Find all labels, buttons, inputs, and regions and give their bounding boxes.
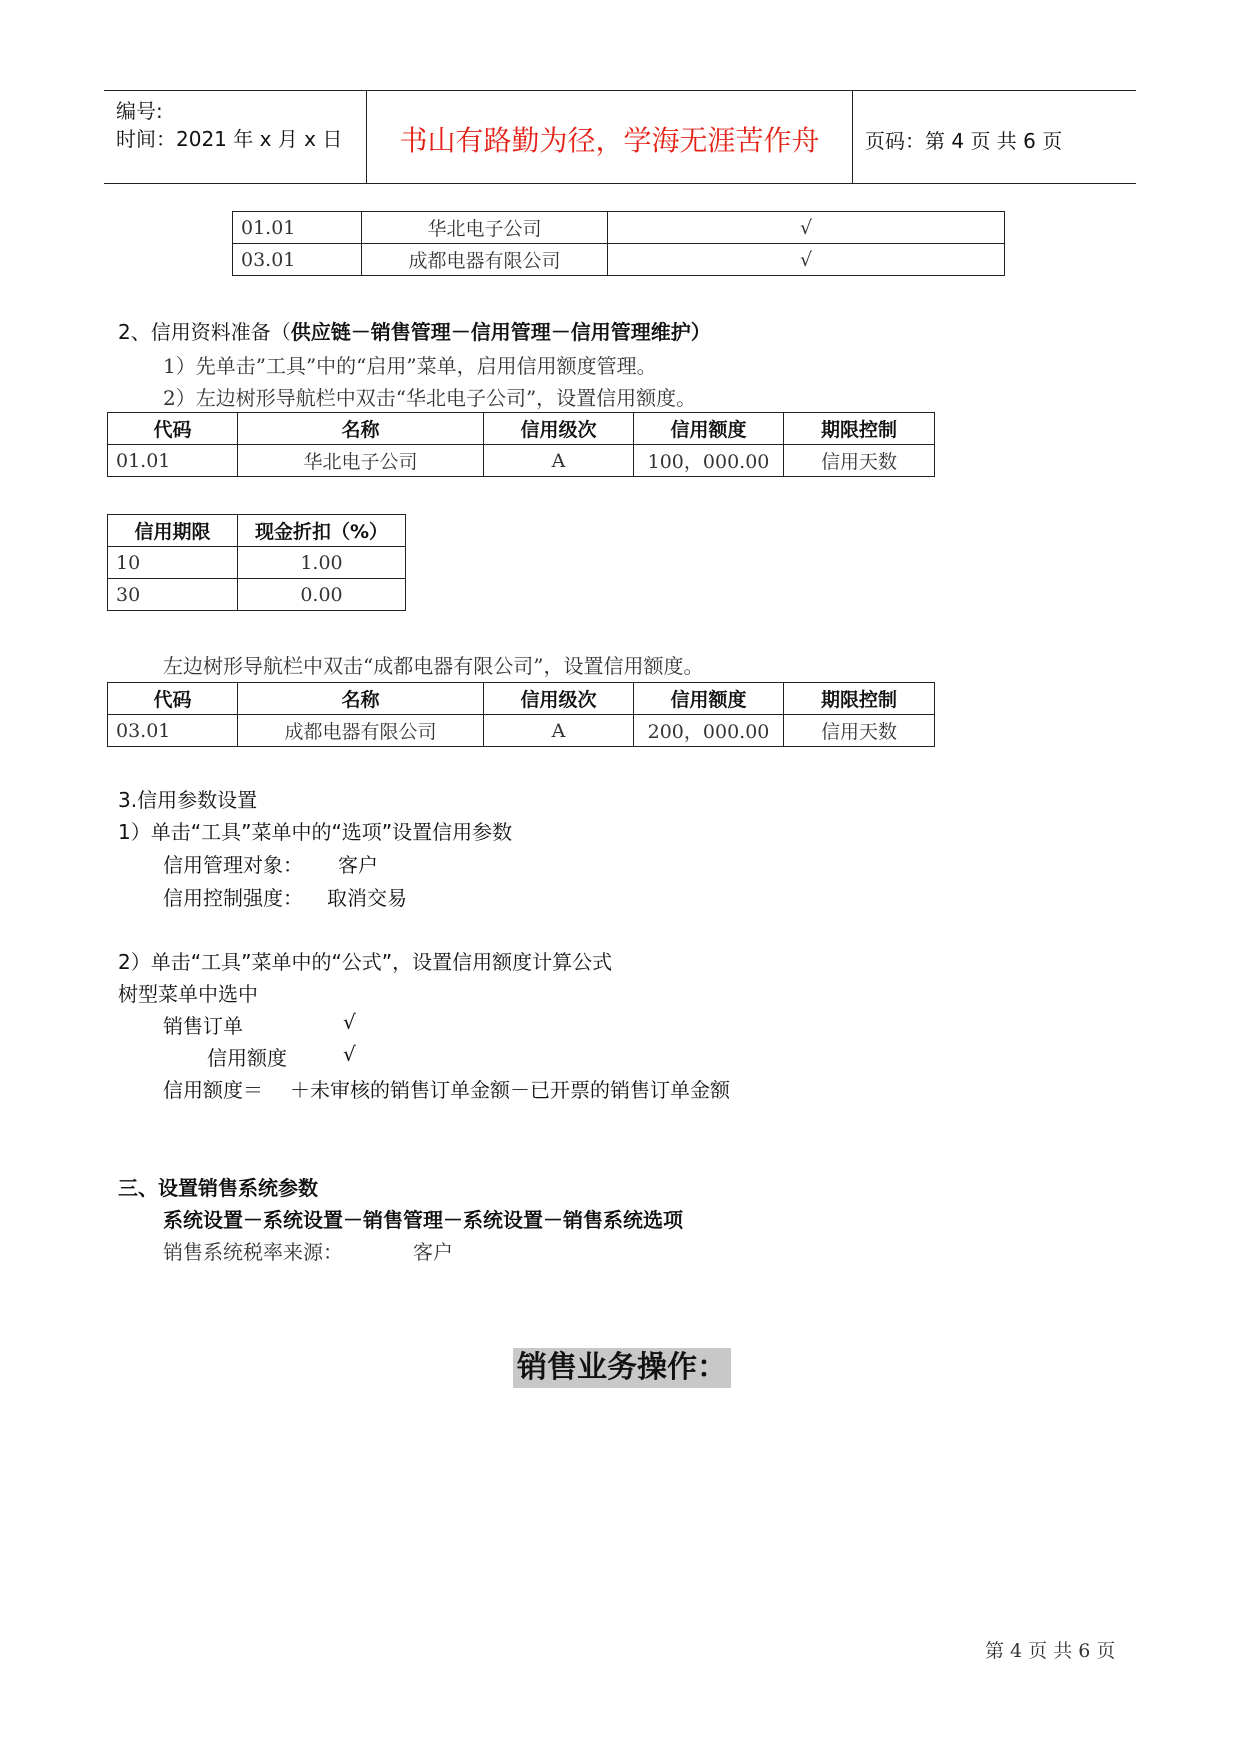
cash-discount-table	[107, 514, 406, 611]
table-cell-rate: 0.00	[238, 579, 406, 611]
credit-table-chengdu	[107, 682, 935, 747]
credit-strength-value: 取消交易	[327, 886, 407, 910]
section3-title: 3.信用参数设置	[118, 788, 258, 812]
table-cell-rate: 1.00	[238, 547, 406, 579]
time-label: 时间：2021 年 x 月 x 日	[116, 127, 343, 151]
sales-operations-heading: 销售业务操作：	[513, 1348, 731, 1388]
header-level: 信用级次	[484, 413, 634, 445]
credit-object-label: 信用管理对象：	[163, 853, 303, 877]
section2-title-path: 供应链－销售管理－信用管理－信用管理维护）	[290, 320, 711, 344]
check-mark-credit-limit: √	[343, 1042, 356, 1066]
section-three-title: 三、设置销售系统参数	[118, 1176, 318, 1200]
tax-source-label: 销售系统税率来源：	[163, 1240, 343, 1264]
table-cell-name: 华北电子公司	[238, 445, 484, 477]
formula-label: 信用额度＝	[163, 1078, 263, 1102]
section2-step2: 2）左边树形导航栏中双击“华北电子公司”，设置信用额度。	[163, 386, 697, 410]
check-mark-sales-order: √	[343, 1010, 356, 1034]
table-cell-code: 01.01	[233, 212, 362, 244]
header-limit: 信用额度	[634, 683, 784, 715]
section3-step1: 1）单击“工具”菜单中的“选项”设置信用参数	[118, 820, 513, 844]
section2-title	[118, 316, 711, 345]
section2-step3: 左边树形导航栏中双击“成都电器有限公司”，设置信用额度。	[163, 654, 704, 678]
table-row	[108, 445, 935, 477]
header-limit: 信用额度	[634, 413, 784, 445]
header-page-cell	[853, 91, 1136, 183]
header-name: 名称	[238, 413, 484, 445]
table-cell-name: 成都电器有限公司	[238, 715, 484, 747]
formula-value: ＋未审核的销售订单金额－已开票的销售订单金额	[290, 1078, 730, 1102]
credit-object-value: 客户	[338, 853, 378, 877]
credit-strength-label: 信用控制强度：	[163, 886, 303, 910]
section2-title-plain: 2、信用资料准备（	[118, 320, 291, 344]
section3-step2: 2）单击“工具”菜单中的“公式”，设置信用额度计算公式	[118, 950, 613, 974]
table-cell-limit: 200，000.00	[634, 715, 784, 747]
tree-item-credit-limit: 信用额度	[207, 1046, 287, 1070]
credit-table-huabei	[107, 412, 935, 477]
table-cell-level: A	[484, 715, 634, 747]
header-name: 名称	[238, 683, 484, 715]
header-term: 期限控制	[784, 413, 935, 445]
header-code: 代码	[108, 683, 238, 715]
section2-step1: 1）先单击”工具”中的“启用”菜单，启用信用额度管理。	[163, 354, 657, 378]
motto: 书山有路勤为径，学海无涯苦作舟	[399, 124, 820, 157]
table-header-row	[108, 515, 406, 547]
header-code: 代码	[108, 413, 238, 445]
tree-item-sales-order: 销售订单	[163, 1014, 243, 1038]
table-cell-limit: 100，000.00	[634, 445, 784, 477]
tax-source-value: 客户	[413, 1240, 453, 1264]
table-cell-check: √	[608, 244, 1005, 276]
table-header-row	[108, 683, 935, 715]
table-cell-level: A	[484, 445, 634, 477]
header-motto-cell	[367, 91, 853, 183]
table-row	[108, 579, 406, 611]
table-cell-term: 信用天数	[784, 445, 935, 477]
table-row	[108, 547, 406, 579]
header-level: 信用级次	[484, 683, 634, 715]
page-header	[104, 90, 1136, 184]
table-cell-code: 03.01	[233, 244, 362, 276]
table-cell-name: 成都电器有限公司	[362, 244, 608, 276]
header-cash-discount: 现金折扣（%）	[238, 515, 406, 547]
header-credit-term: 信用期限	[108, 515, 238, 547]
tree-menu-label: 树型菜单中选中	[118, 982, 258, 1006]
table-cell-name: 华北电子公司	[362, 212, 608, 244]
table-cell-term: 30	[108, 579, 238, 611]
table-row	[233, 244, 1005, 276]
table-row	[233, 212, 1005, 244]
header-info-cell	[104, 91, 367, 183]
table-cell-code: 03.01	[108, 715, 238, 747]
table-cell-code: 01.01	[108, 445, 238, 477]
section-three-path: 系统设置－系统设置－销售管理－系统设置－销售系统选项	[163, 1208, 683, 1232]
table-cell-term: 10	[108, 547, 238, 579]
header-term: 期限控制	[784, 683, 935, 715]
table-cell-check: √	[608, 212, 1005, 244]
serial-label: 编号:	[116, 99, 163, 123]
page-footer: 第 4 页 共 6 页	[985, 1640, 1116, 1662]
customer-credit-enable-table	[232, 211, 1005, 276]
page-label: 页码：第 4 页 共 6 页	[865, 129, 1063, 153]
table-row	[108, 715, 935, 747]
table-cell-term: 信用天数	[784, 715, 935, 747]
table-header-row	[108, 413, 935, 445]
